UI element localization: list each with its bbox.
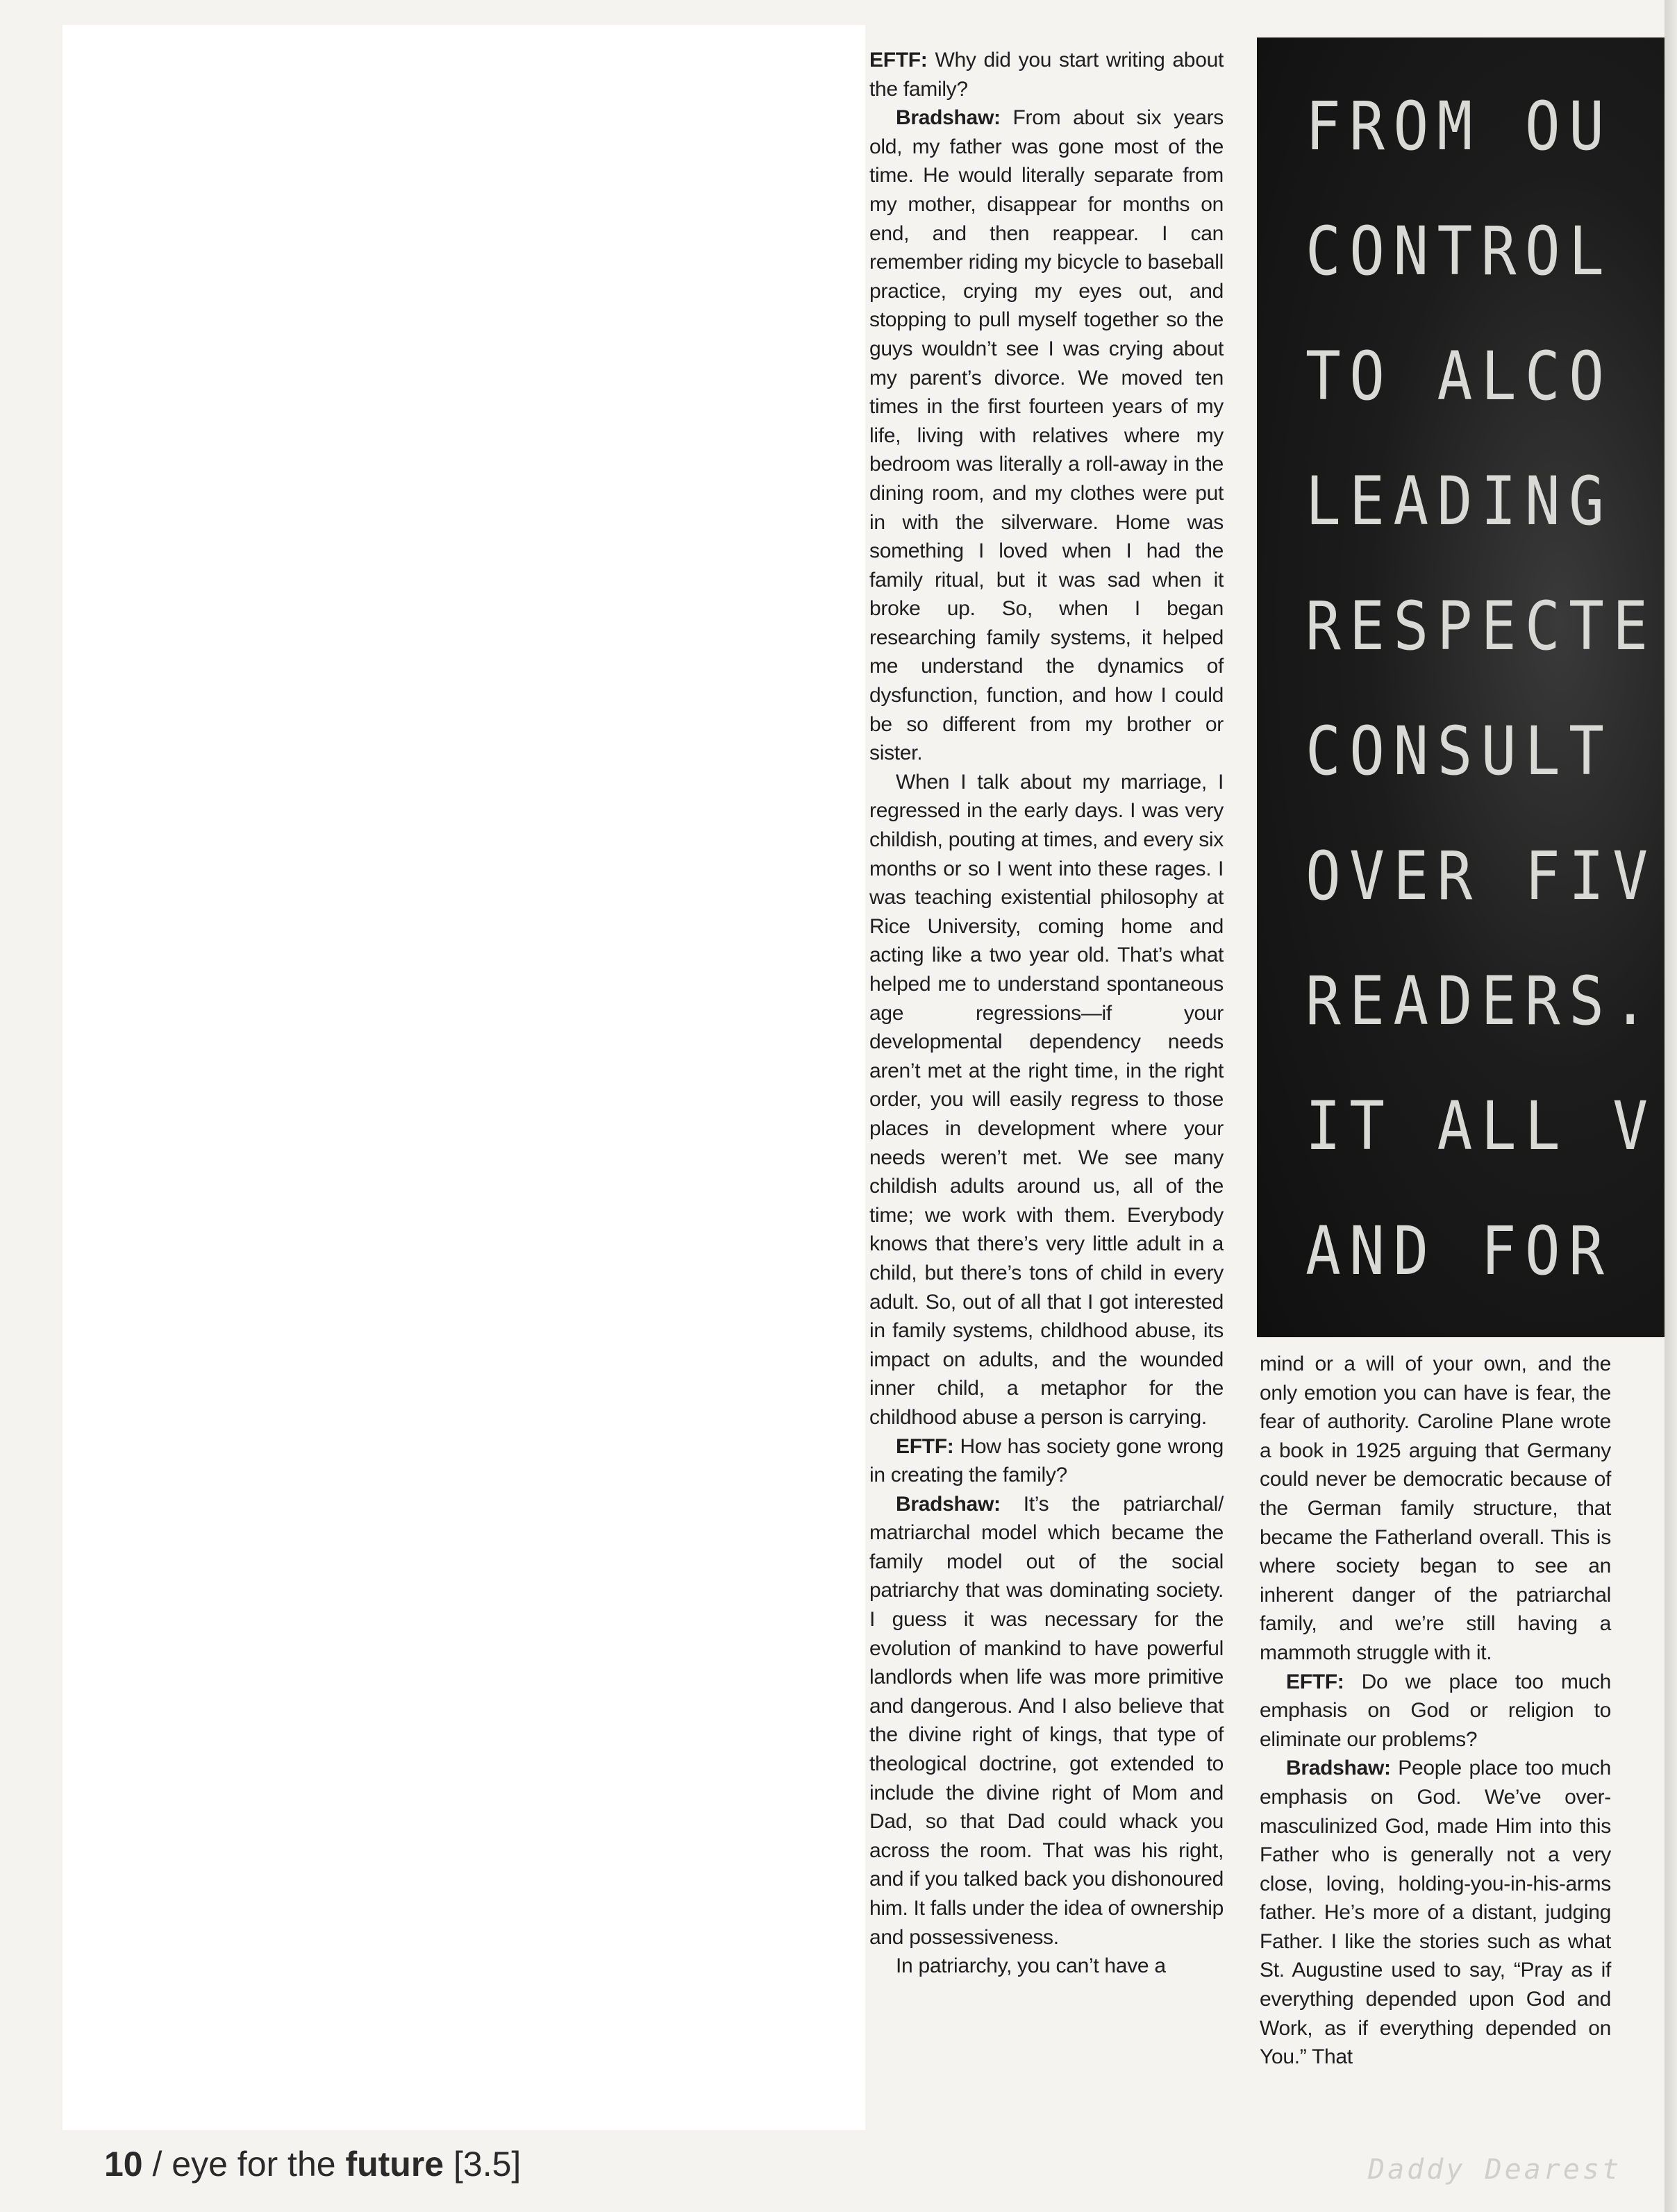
chalk-text-line: RESPECTE <box>1305 587 1657 665</box>
speaker-label: EFTF: <box>896 1434 954 1458</box>
issue-number: [3.5] <box>444 2145 522 2184</box>
page-folio <box>104 2144 521 2184</box>
blank-image-area <box>62 25 865 2130</box>
paragraph <box>869 103 1224 768</box>
paragraph-text: From about six years old, my father was gone most of the time. He would literally separate from my mother, disappear for months on end, and then reappear. I can remember riding my bicycle to baseball practice, crying my eyes out, and stopping to pull myself together so the guys wouldn’t see I was crying about my parent’s divorce. We moved ten times in the first fourteen years of my life, living with relatives where my bedroom was literally a roll-away in the dining room, and my clothes were put in with the silverware. Home was something I loved when I had the family ritual, but it was sad when it broke up. So, when I began researching family systems, it helped me understand the dynamics of dysfunction, function, and how I could be so different from my brother or sister. <box>869 106 1224 765</box>
magazine-name: / eye for the <box>142 2145 346 2184</box>
paragraph-text: In patriarchy, you can’t have a <box>896 1954 1166 1978</box>
section-title: Daddy Dearest <box>1368 2154 1622 2186</box>
chalk-text-line: CONTROL <box>1305 212 1613 290</box>
magazine-name-bold: future <box>345 2145 444 2184</box>
paragraph-text: Why did you start writing about the family? <box>869 49 1224 101</box>
paragraph-text: It’s the patriarchal/ matriarchal model which became the family model out of the social patriarchy that was dominating society. I guess it was necessary for the evolution of mankind to have powerful landlords when life was more primitive and dangerous. And I also believe that the divine right of kings, that type of theological doctrine, got extended to include the divine right of Mom and Dad, so that Dad could whack you across the room. That was his right, and if you talked back you dishonoured him. It falls under the idea of ownership and possessiveness. <box>869 1492 1224 1949</box>
paragraph-text: Do we place too much emphasis on God or religion to eliminate our problems? <box>1260 1670 1611 1751</box>
speaker-label: Bradshaw: <box>1286 1757 1391 1780</box>
article-column-2 <box>1260 1350 1611 2072</box>
paragraph <box>869 768 1224 1432</box>
paragraph-text: When I talk about my marriage, I regressed in the early days. I was very childish, pouting at times, and every six months or so I went into these rages. I was teaching existential philosophy at Rice University, coming home and acting like a two year old. That’s what helped me to understand spontaneous age regressions—if your developmental dependency needs aren’t met at the right time, in the right order, you will easily regress to those places in development where your needs weren’t met. We see many childish adults around us, all of the time; we work with them. Everybody knows that there’s very little adult in a child, but there’s tons of child in every adult. So, out of all that I got interested in family systems, childhood abuse, its impact on adults, and the wounded inner child, a metaphor for the childhood abuse a person is carrying. <box>869 770 1224 1429</box>
chalk-text-line: READERS. <box>1305 962 1657 1040</box>
chalk-text-line: LEADING <box>1305 462 1613 540</box>
chalk-text-line: TO ALCO <box>1305 337 1613 415</box>
paragraph <box>869 1952 1224 1981</box>
speaker-label: Bradshaw: <box>896 106 1001 130</box>
chalkboard-photo <box>1257 37 1677 1337</box>
paragraph <box>1260 1350 1611 1668</box>
paragraph-text: mind or a will of your own, and the only emotion you can have is fear, the fear of authority. Caroline Plane wrote a book in 1925 arguing that Germany could never be democratic because of the German family structure, that became the Fatherland overall. This is where society began to see an inherent danger of the patriarchal family, and we’re still having a mammoth struggle with it. <box>1260 1352 1611 1664</box>
chalk-text-line: AND FOR <box>1305 1212 1613 1290</box>
chalk-text-line: FROM OU <box>1305 87 1613 165</box>
paragraph <box>869 1490 1224 1952</box>
speaker-label: EFTF: <box>1286 1670 1344 1693</box>
chalk-text-line: OVER FIV <box>1305 837 1657 915</box>
paragraph <box>869 46 1224 103</box>
page-number: 10 <box>104 2145 143 2184</box>
paragraph-text: People place too much emphasis on God. We’ve over-masculinized God, made Him into this Father who is generally not a very close, loving, holding-you-in-his-arms father. He’s more of a distant, judging Father. I like the stories such as what St. Augustine used to say, “Pray as if everything depended upon God and Work, as if everything depended on You.” That <box>1260 1757 1611 2069</box>
chalk-text-line: CONSULT <box>1305 712 1613 790</box>
chalk-text-line: IT ALL V <box>1305 1087 1657 1165</box>
page-edge <box>1665 0 1677 2212</box>
paragraph <box>1260 1754 1611 2072</box>
speaker-label: Bradshaw: <box>896 1492 1001 1516</box>
paragraph <box>1260 1668 1611 1754</box>
paragraph <box>869 1432 1224 1490</box>
speaker-label: EFTF: <box>869 49 928 72</box>
article-column-1 <box>869 46 1224 1981</box>
paragraph-text: How has society gone wrong in creating the family? <box>869 1434 1224 1487</box>
